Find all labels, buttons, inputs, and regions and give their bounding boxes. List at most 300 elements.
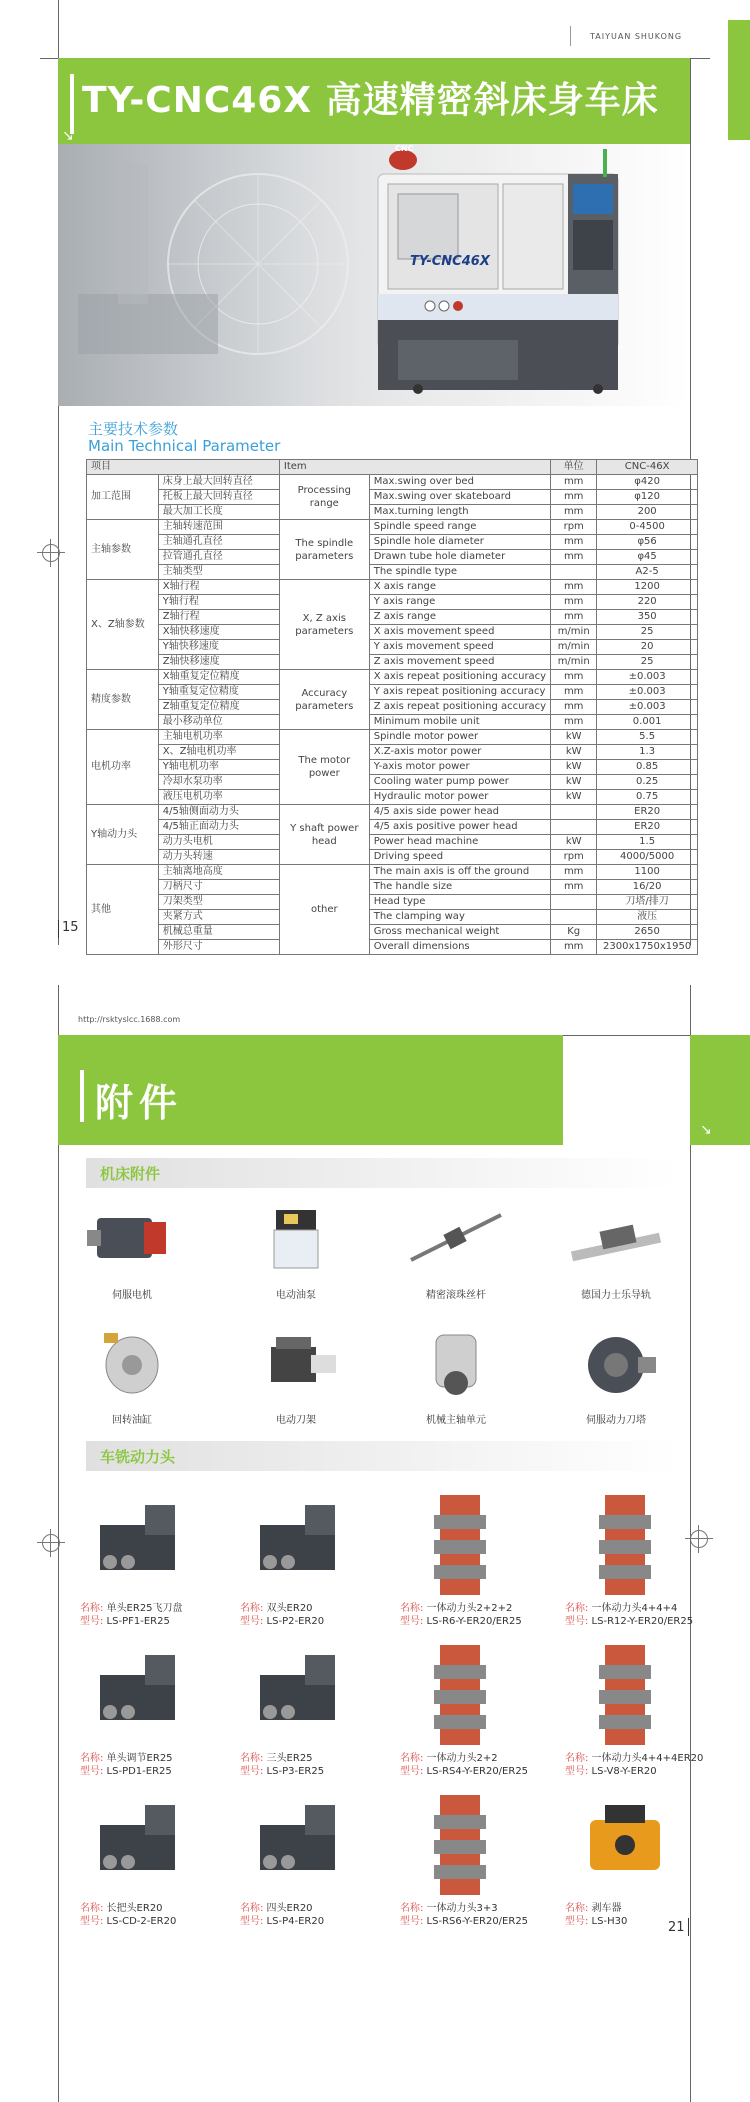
param-unit: m/min — [551, 655, 597, 670]
param-name-en: Head type — [369, 895, 550, 910]
power-head-item — [80, 1790, 200, 1900]
name-prefix: 名称: — [240, 1903, 264, 1914]
accessory-item — [566, 1325, 666, 1405]
param-name-en: Spindle hole diameter — [369, 535, 550, 550]
accessory-item — [82, 1325, 182, 1405]
power-head-item — [240, 1490, 360, 1600]
accessory-item — [246, 1325, 346, 1405]
name-prefix: 名称: — [565, 1903, 589, 1914]
param-value: 200 — [597, 505, 698, 520]
table-row — [87, 835, 698, 850]
group-label-en: Processing range — [279, 475, 369, 520]
power-head-model: LS-P4-ER20 — [263, 1916, 325, 1927]
param-value: 4000/5000 — [597, 850, 698, 865]
power-head-item — [400, 1490, 520, 1600]
param-value: 16/20 — [597, 880, 698, 895]
param-unit: rpm — [551, 520, 597, 535]
linear-guide-icon — [566, 1200, 666, 1280]
param-value: 刀塔/排刀 — [597, 895, 698, 910]
power-head-caption — [565, 1602, 693, 1628]
name-prefix: 名称: — [565, 1603, 589, 1614]
param-name-en: Z axis repeat positioning accuracy — [369, 700, 550, 715]
power-head-caption — [240, 1752, 324, 1778]
corner-arrow-icon: ↘ — [62, 128, 74, 144]
group-label-en: The spindle parameters — [279, 520, 369, 580]
page2-title-accent-bar — [80, 1070, 84, 1122]
param-name-zh: 最大加工长度 — [158, 505, 279, 520]
accessory-label: 伺服电机 — [112, 1290, 152, 1301]
power-head-item — [400, 1640, 520, 1750]
power-head-name: 三头ER25 — [263, 1753, 313, 1764]
param-value: 20 — [597, 640, 698, 655]
param-name-en: 4/5 axis positive power head — [369, 820, 550, 835]
accessory-label: 电动刀架 — [276, 1415, 316, 1426]
accessory-label: 机械主轴单元 — [426, 1415, 486, 1426]
param-name-en: Cooling water pump power — [369, 775, 550, 790]
param-unit — [551, 895, 597, 910]
param-name-zh: 机械总重量 — [158, 925, 279, 940]
param-value: 0-4500 — [597, 520, 698, 535]
param-unit: kW — [551, 775, 597, 790]
power-head-name: 单头ER25飞刀盘 — [103, 1603, 183, 1614]
section-accessories-title: 机床附件 — [100, 1165, 161, 1183]
param-name-zh: Y轴行程 — [158, 595, 279, 610]
power-head-name: 单头调节ER25 — [103, 1753, 173, 1764]
accessory-label: 伺服动力刀塔 — [586, 1415, 646, 1426]
param-name-en: Y-axis motor power — [369, 760, 550, 775]
hero-image — [58, 144, 690, 406]
param-name-zh: 冷却水泵功率 — [158, 775, 279, 790]
param-unit: mm — [551, 700, 597, 715]
param-name-zh: 拉管通孔直径 — [158, 550, 279, 565]
param-unit: m/min — [551, 625, 597, 640]
param-value: ER20 — [597, 820, 698, 835]
param-name-en: Z axis range — [369, 610, 550, 625]
power-head-item — [240, 1790, 360, 1900]
model-prefix: 型号: — [240, 1766, 264, 1777]
power-head-name: 双头ER20 — [263, 1603, 313, 1614]
power-head-item — [565, 1790, 685, 1900]
page2-border-left — [58, 985, 59, 2102]
model-prefix: 型号: — [565, 1916, 589, 1927]
name-prefix: 名称: — [400, 1603, 424, 1614]
accessory-item — [406, 1325, 506, 1405]
param-name-en: The handle size — [369, 880, 550, 895]
power-head-image — [400, 1790, 520, 1900]
group-label-zh: 主轴参数 — [87, 520, 159, 580]
param-unit: mm — [551, 595, 597, 610]
power-head-name: 剥车器 — [588, 1903, 622, 1914]
param-unit: mm — [551, 880, 597, 895]
table-row — [87, 670, 698, 685]
name-prefix: 名称: — [240, 1753, 264, 1764]
param-value: 液压 — [597, 910, 698, 925]
power-head-item — [240, 1640, 360, 1750]
power-head-image — [80, 1640, 200, 1750]
param-value: 0.75 — [597, 790, 698, 805]
param-name-zh: 主轴类型 — [158, 565, 279, 580]
section-accessories — [86, 1158, 678, 1188]
param-name-en: Max.turning length — [369, 505, 550, 520]
param-name-zh: 主轴电机功率 — [158, 730, 279, 745]
power-head-image — [400, 1640, 520, 1750]
accessory-label: 精密滚珠丝杆 — [426, 1290, 486, 1301]
param-name-zh: X、Z轴电机功率 — [158, 745, 279, 760]
param-name-zh: Y轴快移速度 — [158, 640, 279, 655]
table-row — [87, 895, 698, 910]
section-title-zh: 主要技术参数 — [88, 420, 179, 438]
param-name-en: Minimum mobile unit — [369, 715, 550, 730]
param-value: 2300x1750x1950 — [597, 940, 698, 955]
param-value: φ45 — [597, 550, 698, 565]
power-head-model: LS-PD1-ER25 — [103, 1766, 172, 1777]
param-name-zh: 刀柄尺寸 — [158, 880, 279, 895]
param-unit: mm — [551, 535, 597, 550]
param-name-en: Drawn tube hole diameter — [369, 550, 550, 565]
group-label-zh: 其他 — [87, 865, 159, 955]
param-name-zh: 主轴转速范围 — [158, 520, 279, 535]
power-head-image — [565, 1640, 685, 1750]
power-head-image — [565, 1790, 685, 1900]
param-name-zh: 刀架类型 — [158, 895, 279, 910]
power-head-image — [565, 1490, 685, 1600]
param-value: ER20 — [597, 805, 698, 820]
page2-title: 附件 — [95, 1081, 184, 1125]
section-title-en: Main Technical Parameter — [88, 437, 281, 455]
param-name-en: X axis repeat positioning accuracy — [369, 670, 550, 685]
param-name-en: Max.swing over skateboard — [369, 490, 550, 505]
model-prefix: 型号: — [80, 1616, 104, 1627]
param-name-zh: Z轴重复定位精度 — [158, 700, 279, 715]
name-prefix: 名称: — [565, 1753, 589, 1764]
page2-number: 21 — [668, 1920, 685, 1935]
crop-mark-icon — [690, 1530, 708, 1548]
param-name-zh: 动力头转速 — [158, 850, 279, 865]
power-head-image — [240, 1790, 360, 1900]
power-head-model: LS-RS4-Y-ER20/ER25 — [423, 1766, 529, 1777]
power-head-image — [240, 1490, 360, 1600]
param-name-zh: 液压电机功率 — [158, 790, 279, 805]
section-power-heads — [86, 1441, 678, 1471]
power-head-item — [400, 1790, 520, 1900]
power-head-caption — [400, 1902, 528, 1928]
param-name-zh: X轴行程 — [158, 580, 279, 595]
param-unit — [551, 565, 597, 580]
table-row — [87, 745, 698, 760]
section-power-heads-title: 车铣动力头 — [100, 1448, 176, 1466]
param-name-zh: 动力头电机 — [158, 835, 279, 850]
power-head-name: 四头ER20 — [263, 1903, 313, 1914]
param-unit — [551, 910, 597, 925]
name-prefix: 名称: — [240, 1603, 264, 1614]
power-head-name: 长把头ER20 — [103, 1903, 163, 1914]
param-name-en: The spindle type — [369, 565, 550, 580]
table-row — [87, 550, 698, 565]
table-row — [87, 655, 698, 670]
param-name-en: Overall dimensions — [369, 940, 550, 955]
power-head-caption — [400, 1752, 528, 1778]
param-name-en: The main axis is off the ground — [369, 865, 550, 880]
param-value: 1.3 — [597, 745, 698, 760]
param-unit: mm — [551, 505, 597, 520]
param-name-zh: Z轴行程 — [158, 610, 279, 625]
param-value: 350 — [597, 610, 698, 625]
param-name-zh: Y轴电机功率 — [158, 760, 279, 775]
table-row — [87, 640, 698, 655]
param-unit: rpm — [551, 850, 597, 865]
accessory-item — [406, 1200, 506, 1280]
model-prefix: 型号: — [565, 1616, 589, 1627]
spindle-unit-icon — [406, 1325, 506, 1405]
param-value: 1200 — [597, 580, 698, 595]
table-row — [87, 625, 698, 640]
accessory-item — [566, 1200, 666, 1280]
param-name-en: Z axis movement speed — [369, 655, 550, 670]
side-green-tab-2 — [690, 1035, 750, 1145]
power-head-caption — [400, 1602, 522, 1628]
table-row — [87, 595, 698, 610]
brand-text: TAIYUAN SHUKONG — [590, 32, 683, 41]
param-unit: kW — [551, 790, 597, 805]
param-name-en: X axis range — [369, 580, 550, 595]
param-name-en: Gross mechanical weight — [369, 925, 550, 940]
param-unit: mm — [551, 865, 597, 880]
power-head-image — [80, 1490, 200, 1600]
model-prefix: 型号: — [240, 1616, 264, 1627]
power-head-name: 一体动力头2+2+2 — [423, 1603, 513, 1614]
table-header-row — [87, 460, 698, 475]
param-name-zh: 主轴通孔直径 — [158, 535, 279, 550]
param-value: ±0.003 — [597, 685, 698, 700]
param-name-en: Y axis repeat positioning accuracy — [369, 685, 550, 700]
rotary-cylinder-icon — [82, 1325, 182, 1405]
group-label-zh: 加工范围 — [87, 475, 159, 520]
param-unit: mm — [551, 670, 597, 685]
power-head-image — [240, 1640, 360, 1750]
table-header-cell: CNC-46X — [597, 460, 698, 475]
oil-pump-icon — [246, 1200, 346, 1280]
name-prefix: 名称: — [80, 1903, 104, 1914]
table-row — [87, 730, 698, 745]
param-name-zh: 4/5轴正面动力头 — [158, 820, 279, 835]
power-head-image — [400, 1490, 520, 1600]
power-head-caption — [80, 1902, 176, 1928]
page2-number-rule — [688, 1918, 689, 1936]
table-row — [87, 775, 698, 790]
param-name-zh: 外形尺寸 — [158, 940, 279, 955]
power-head-name: 一体动力头2+2 — [423, 1753, 498, 1764]
page-number: 15 — [62, 920, 79, 935]
param-value: 220 — [597, 595, 698, 610]
power-head-model: LS-CD-2-ER20 — [103, 1916, 177, 1927]
group-label-en: The motor power — [279, 730, 369, 805]
turret-icon — [566, 1325, 666, 1405]
power-head-item — [565, 1490, 685, 1600]
machine-logo: CNC — [395, 144, 414, 153]
power-head-model: LS-RS6-Y-ER20/ER25 — [423, 1916, 529, 1927]
name-prefix: 名称: — [80, 1603, 104, 1614]
power-head-model: LS-V8-Y-ER20 — [588, 1766, 657, 1777]
servo-motor-icon — [82, 1200, 182, 1280]
power-head-caption — [565, 1752, 703, 1778]
param-name-en: Power head machine — [369, 835, 550, 850]
machine-illustration — [58, 144, 690, 406]
table-header-cell: 单位 — [551, 460, 597, 475]
power-head-caption — [80, 1752, 173, 1778]
param-unit: kW — [551, 835, 597, 850]
param-name-en: Spindle speed range — [369, 520, 550, 535]
table-row — [87, 790, 698, 805]
table-row — [87, 910, 698, 925]
model-prefix: 型号: — [400, 1616, 424, 1627]
accessory-item — [246, 1200, 346, 1280]
param-name-en: X axis movement speed — [369, 625, 550, 640]
param-unit: mm — [551, 550, 597, 565]
power-head-caption — [565, 1902, 627, 1928]
param-unit: mm — [551, 580, 597, 595]
side-green-tab — [728, 20, 750, 140]
name-prefix: 名称: — [400, 1753, 424, 1764]
group-label-en: X, Z axis parameters — [279, 580, 369, 670]
param-name-zh: 托板上最大回转直径 — [158, 490, 279, 505]
model-prefix: 型号: — [565, 1766, 589, 1777]
brand-divider — [570, 26, 571, 46]
param-unit: kW — [551, 730, 597, 745]
model-prefix: 型号: — [240, 1916, 264, 1927]
table-row — [87, 760, 698, 775]
table-row — [87, 700, 698, 715]
param-value: 0.25 — [597, 775, 698, 790]
name-prefix: 名称: — [80, 1753, 104, 1764]
ball-screw-icon — [406, 1200, 506, 1280]
table-row — [87, 610, 698, 625]
table-row — [87, 490, 698, 505]
model-prefix: 型号: — [80, 1766, 104, 1777]
power-head-model: LS-P2-ER20 — [263, 1616, 325, 1627]
page-number-rule — [58, 920, 59, 938]
corner-arrow-icon: ↘ — [700, 1122, 712, 1138]
table-row — [87, 505, 698, 520]
param-value: ±0.003 — [597, 700, 698, 715]
param-unit: mm — [551, 490, 597, 505]
accessory-label: 电动油泵 — [276, 1290, 316, 1301]
param-value: 25 — [597, 655, 698, 670]
param-value: A2-5 — [597, 565, 698, 580]
table-row — [87, 715, 698, 730]
param-unit: mm — [551, 940, 597, 955]
table-row — [87, 880, 698, 895]
param-name-en: Driving speed — [369, 850, 550, 865]
accessory-label: 回转油缸 — [112, 1415, 152, 1426]
accessory-label: 德国力士乐导轨 — [581, 1290, 651, 1301]
param-name-en: Y axis movement speed — [369, 640, 550, 655]
param-value: 1100 — [597, 865, 698, 880]
table-row — [87, 940, 698, 955]
table-row — [87, 580, 698, 595]
param-value: φ120 — [597, 490, 698, 505]
param-value: ±0.003 — [597, 670, 698, 685]
param-value: 5.5 — [597, 730, 698, 745]
param-name-en: X.Z-axis motor power — [369, 745, 550, 760]
param-unit: kW — [551, 745, 597, 760]
param-value: 1.5 — [597, 835, 698, 850]
param-value: 25 — [597, 625, 698, 640]
param-name-zh: Z轴快移速度 — [158, 655, 279, 670]
page2-url[interactable]: http://rsktyslcc.1688.com — [78, 1015, 181, 1024]
accessory-item — [82, 1200, 182, 1280]
table-row — [87, 925, 698, 940]
param-unit: mm — [551, 685, 597, 700]
param-name-en: Spindle motor power — [369, 730, 550, 745]
param-unit: mm — [551, 475, 597, 490]
param-name-en: Max.swing over bed — [369, 475, 550, 490]
param-name-zh: 夹紧方式 — [158, 910, 279, 925]
table-row — [87, 535, 698, 550]
param-value: 0.001 — [597, 715, 698, 730]
group-label-en: other — [279, 865, 369, 955]
param-unit: mm — [551, 610, 597, 625]
param-unit: Kg — [551, 925, 597, 940]
model-prefix: 型号: — [400, 1916, 424, 1927]
crop-mark-icon — [42, 544, 60, 562]
param-unit: kW — [551, 760, 597, 775]
param-value: 2650 — [597, 925, 698, 940]
param-value: φ56 — [597, 535, 698, 550]
power-head-item — [565, 1640, 685, 1750]
power-head-item — [80, 1490, 200, 1600]
power-head-caption — [80, 1602, 183, 1628]
power-head-model: LS-R12-Y-ER20/ER25 — [588, 1616, 694, 1627]
group-label-en: Y shaft power head — [279, 805, 369, 865]
power-head-image — [80, 1790, 200, 1900]
tool-post-icon — [246, 1325, 346, 1405]
param-name-zh: 床身上最大回转直径 — [158, 475, 279, 490]
page-title: TY-CNC46X 高速精密斜床身车床 — [82, 80, 659, 121]
table-row — [87, 805, 698, 820]
param-name-en: Y axis range — [369, 595, 550, 610]
table-row — [87, 520, 698, 535]
model-prefix: 型号: — [400, 1766, 424, 1777]
table-row — [87, 850, 698, 865]
group-label-zh: 精度参数 — [87, 670, 159, 730]
power-head-name: 一体动力头4+4+4 — [588, 1603, 678, 1614]
param-unit: mm — [551, 715, 597, 730]
power-head-model: LS-H30 — [588, 1916, 628, 1927]
param-name-zh: X轴重复定位精度 — [158, 670, 279, 685]
page2-border-right — [690, 985, 691, 2102]
power-head-caption — [240, 1602, 324, 1628]
power-head-model: LS-PF1-ER25 — [103, 1616, 170, 1627]
param-name-en: 4/5 axis side power head — [369, 805, 550, 820]
power-head-name: 一体动力头4+4+4ER20 — [588, 1753, 704, 1764]
param-name-zh: Y轴重复定位精度 — [158, 685, 279, 700]
group-label-en: Accuracy parameters — [279, 670, 369, 730]
table-header-cell: 项目 — [87, 460, 280, 475]
title-accent-bar — [70, 74, 74, 134]
param-unit — [551, 820, 597, 835]
spec-table — [86, 459, 698, 955]
table-row — [87, 685, 698, 700]
table-row — [87, 820, 698, 835]
param-name-zh: 最小移动单位 — [158, 715, 279, 730]
param-name-zh: 4/5轴侧面动力头 — [158, 805, 279, 820]
table-header-cell: Item — [279, 460, 550, 475]
name-prefix: 名称: — [400, 1903, 424, 1914]
param-unit — [551, 805, 597, 820]
group-label-zh: 电机功率 — [87, 730, 159, 805]
power-head-model: LS-R6-Y-ER20/ER25 — [423, 1616, 522, 1627]
group-label-zh: Y轴动力头 — [87, 805, 159, 865]
